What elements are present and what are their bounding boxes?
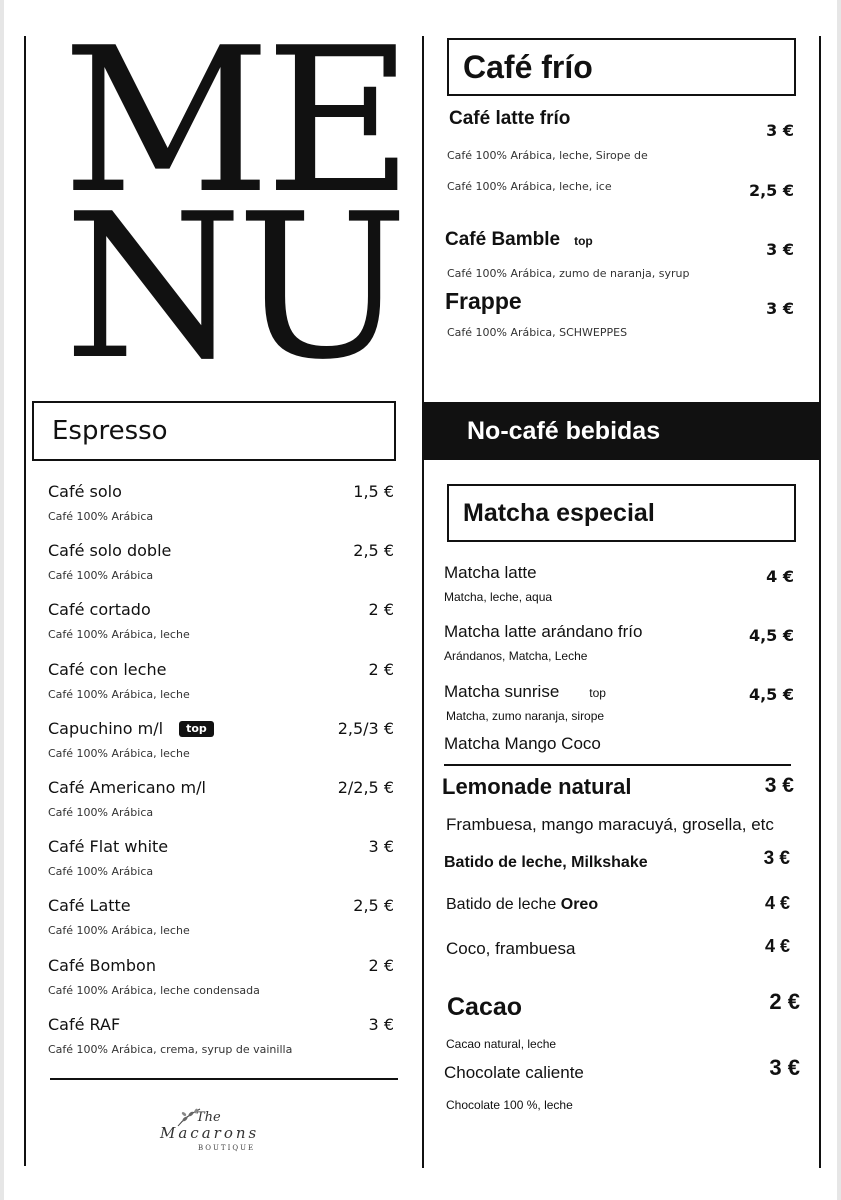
menu-item-price: 3 € <box>368 837 394 857</box>
menu-item-price: 2,5/3 € <box>337 718 394 738</box>
lemonade-desc: Frambuesa, mango maracuyá, grosella, etc <box>446 815 774 834</box>
matcha-bottom-rule <box>444 764 791 766</box>
menu-item-name <box>48 600 151 619</box>
cacao-price: 2 € <box>769 989 800 1014</box>
menu-item-price: 2 € <box>368 600 394 620</box>
left-border-line <box>24 36 26 1166</box>
menu-item-name <box>445 229 593 251</box>
menu-item-desc: Café 100% Arábica, zumo de naranja, syrup <box>447 267 690 280</box>
menu-item-price: 2,5 € <box>748 181 794 200</box>
menu-item-name <box>48 1015 120 1034</box>
menu-item-desc: Matcha, zumo naranja, sirope <box>446 709 605 723</box>
menu-item-desc: Arándanos, Matcha, Leche <box>444 649 588 663</box>
menu-item-name: Matcha Mango Coco <box>444 734 601 753</box>
menu-item-name-text: Café Flat white <box>48 837 169 857</box>
menu-item-desc: Café 100% Arábica, leche condensada <box>48 983 260 997</box>
menu-item-desc: Café 100% Arábica <box>48 806 154 819</box>
menu-item-price: 2 € <box>368 955 394 975</box>
matcha-title <box>447 484 796 542</box>
cacao-name: Cacao <box>447 993 523 1021</box>
cafe-frio-title-text: Café frío <box>463 48 593 85</box>
menu-item-price: 3 € <box>766 240 794 259</box>
no-cafe-banner <box>423 402 820 460</box>
no-cafe-title-text: No-café bebidas <box>467 416 661 445</box>
menu-item-name-text: Café solo doble <box>48 541 172 561</box>
menu-item-desc: Café 100% Arábica, leche, Sirope de <box>447 149 648 162</box>
menu-item-price: 2 € <box>368 659 394 679</box>
menu-item-name-text: Matcha sunrise <box>444 682 560 701</box>
menu-item-price: 2,5 € <box>353 541 394 561</box>
chocolate-name: Chocolate caliente <box>444 1063 584 1082</box>
menu-item-name-text: Café con leche <box>48 659 167 679</box>
matcha-title-text: Matcha especial <box>463 498 655 527</box>
menu-item-name <box>48 541 171 560</box>
menu-item-name <box>48 956 156 975</box>
macarons-logo <box>154 1106 284 1160</box>
top-tag: top <box>589 686 606 700</box>
espresso-title <box>32 401 396 461</box>
menu-item-desc: Café 100% Arábica, leche <box>48 687 190 701</box>
logo-line2: Macarons <box>160 1124 260 1142</box>
logo-line1: The <box>196 1110 221 1125</box>
menu-item-price: 3 € <box>368 1014 394 1034</box>
menu-item-price: 2,5 € <box>353 896 394 916</box>
menu-item-desc: Café 100% Arábica, SCHWEPPES <box>447 326 628 339</box>
menu-item-name <box>48 660 166 679</box>
batido-oreo-name <box>446 896 598 914</box>
top-badge: top <box>179 721 214 737</box>
menu-item-price: 2/2,5 € <box>337 778 394 797</box>
menu-item-price: 1,5 € <box>353 482 394 501</box>
menu-item-name-text: Café Americano m/l <box>48 778 206 797</box>
chocolate-price: 3 € <box>769 1055 800 1080</box>
menu-item-name: Matcha latte arándano frío <box>444 622 643 641</box>
chocolate-desc: Chocolate 100 %, leche <box>446 1098 573 1112</box>
menu-page <box>4 0 837 1200</box>
cafe-frio-title <box>447 38 796 96</box>
menu-item-name-text: Capuchino m/l <box>48 718 164 738</box>
menu-item-price: 3 € <box>766 121 794 140</box>
espresso-bottom-rule <box>50 1078 398 1080</box>
menu-item-desc: Café 100% Arábica <box>48 865 154 879</box>
menu-item-name: Frappe <box>445 288 522 314</box>
menu-item-desc: Café 100% Arábica, leche <box>48 628 190 642</box>
batido-price: 3 € <box>763 848 790 869</box>
lemonade-price: 3 € <box>764 774 794 797</box>
menu-item-name-text: Café Latte <box>48 896 131 916</box>
batido-name: Batido de leche, Milkshake <box>444 854 648 871</box>
menu-item-desc: Matcha, leche, aqua <box>444 590 553 604</box>
menu-item-name-text: Café RAF <box>48 1014 121 1034</box>
batido-oreo-prefix: Batido de leche <box>446 896 561 913</box>
menu-item-name <box>48 482 122 501</box>
coco-price: 4 € <box>764 936 790 956</box>
menu-item-price: 4,5 € <box>748 626 794 645</box>
menu-title-line1: ME <box>62 5 408 238</box>
menu-item-name <box>48 896 131 915</box>
cacao-desc: Cacao natural, leche <box>446 1037 557 1051</box>
menu-item-price: 4 € <box>766 567 794 586</box>
menu-item-name <box>48 837 168 856</box>
menu-title-line2: NU <box>64 171 403 404</box>
menu-item-desc: Café 100% Arábica, leche <box>48 746 190 760</box>
menu-item-price: 3 € <box>766 299 794 318</box>
menu-item-desc: Café 100% Arábica, leche, ice <box>447 180 612 193</box>
top-tag: top <box>574 234 593 248</box>
menu-item-price: 4,5 € <box>748 685 794 704</box>
coco-name: Coco, frambuesa <box>446 939 576 958</box>
menu-item-name <box>48 778 206 797</box>
menu-item-name: Café latte frío <box>449 108 571 129</box>
menu-item-name-text: Café Bombon <box>48 955 156 975</box>
right-border-line <box>819 36 821 1168</box>
menu-item-name-text: Café Bamble <box>445 229 561 250</box>
menu-item-name <box>48 719 214 738</box>
menu-item-name-text: Café solo <box>48 482 122 501</box>
menu-item-desc: Café 100% Arábica, crema, syrup de vainilla <box>48 1042 293 1056</box>
espresso-title-text: Espresso <box>52 416 168 446</box>
center-divider-line <box>422 36 424 1168</box>
menu-item-name <box>444 682 606 702</box>
logo-line3: BOUTIQUE <box>198 1144 256 1152</box>
batido-oreo-price: 4 € <box>764 893 790 913</box>
menu-item-desc: Café 100% Arábica <box>48 510 154 523</box>
menu-item-desc: Café 100% Arábica, leche <box>48 924 190 938</box>
batido-oreo-bold: Oreo <box>560 896 599 913</box>
lemonade-name: Lemonade natural <box>442 774 632 799</box>
menu-item-desc: Café 100% Arábica <box>48 569 154 583</box>
menu-item-name-text: Café cortado <box>48 600 151 620</box>
menu-item-name: Matcha latte <box>444 563 537 582</box>
